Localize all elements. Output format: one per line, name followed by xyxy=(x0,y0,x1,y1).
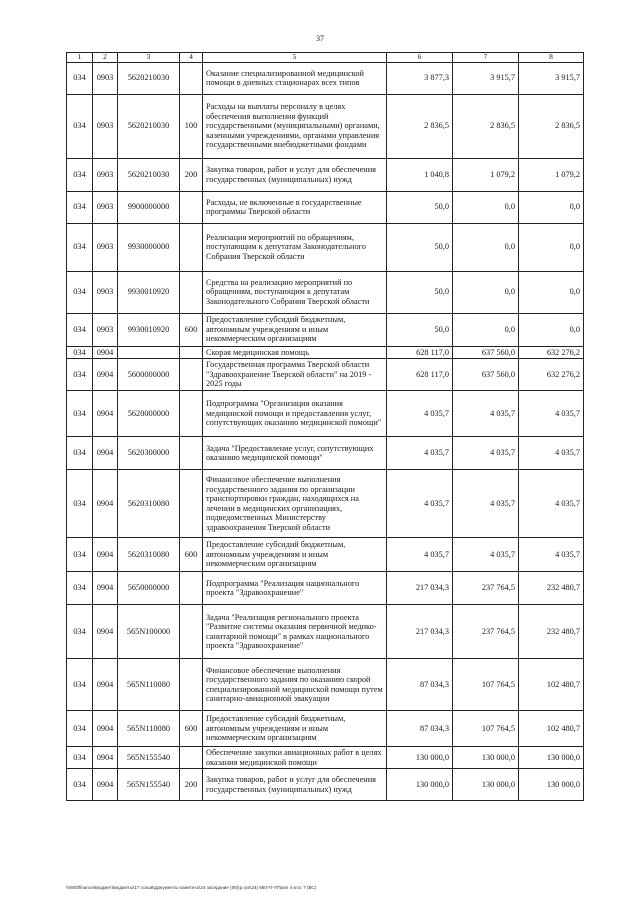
amount-year1-cell: 130 000,0 xyxy=(387,769,453,801)
subsection-code-cell: 0904 xyxy=(93,769,118,801)
expense-type-cell: 600 xyxy=(180,538,203,572)
amount-year2-cell: 637 560,0 xyxy=(453,359,519,391)
section-code-cell: 034 xyxy=(67,158,93,191)
amount-year1-cell: 3 877,3 xyxy=(387,62,453,94)
table-row xyxy=(67,62,584,94)
expense-type-cell xyxy=(180,605,203,659)
column-header: 6 xyxy=(387,53,453,63)
target-article-cell: 5620210030 xyxy=(118,94,180,158)
table-row xyxy=(67,538,584,572)
amount-year2-cell: 4 035,7 xyxy=(453,437,519,470)
subsection-code-cell: 0903 xyxy=(93,223,118,271)
amount-year2-cell: 237 764,5 xyxy=(453,605,519,659)
target-article-cell: 565N110080 xyxy=(118,711,180,747)
section-code-cell: 034 xyxy=(67,391,93,437)
item-name-cell: Расходы на выплаты персоналу в целях обеспечения выполнения функций государственными (муниципальными) органами, казенными учреждениями, органами управления государственными внебюджетными фондами xyxy=(203,94,387,158)
subsection-code-cell: 0904 xyxy=(93,346,118,359)
table-row xyxy=(67,437,584,470)
section-code-cell: 034 xyxy=(67,271,93,313)
subsection-code-cell: 0904 xyxy=(93,711,118,747)
expense-type-cell xyxy=(180,62,203,94)
amount-year2-cell: 3 915,7 xyxy=(453,62,519,94)
table-row xyxy=(67,359,584,391)
expense-type-cell xyxy=(180,391,203,437)
table-row xyxy=(67,313,584,346)
subsection-code-cell: 0903 xyxy=(93,191,118,223)
amount-year3-cell: 102 480,7 xyxy=(519,659,584,711)
amount-year2-cell: 0,0 xyxy=(453,271,519,313)
target-article-cell: 565N155540 xyxy=(118,747,180,769)
amount-year3-cell: 4 035,7 xyxy=(519,470,584,538)
expense-type-cell: 200 xyxy=(180,158,203,191)
expense-type-cell: 600 xyxy=(180,711,203,747)
amount-year2-cell: 0,0 xyxy=(453,223,519,271)
amount-year3-cell: 232 480,7 xyxy=(519,572,584,605)
table-row xyxy=(67,94,584,158)
item-name-cell: Финансовое обеспечение выполнения государственного задания по организации транспортировки граждан, находящихся на лечении в медицинских организациях, подведомственных Министерству здравоохранения Тверской области xyxy=(203,470,387,538)
table-row xyxy=(67,659,584,711)
column-header: 8 xyxy=(519,53,584,63)
amount-year2-cell: 4 035,7 xyxy=(453,538,519,572)
column-header: 1 xyxy=(67,53,93,63)
amount-year3-cell: 3 915,7 xyxy=(519,62,584,94)
table-row xyxy=(67,470,584,538)
item-name-cell: Обеспечение закупки авиационных работ в целях оказания медицинской помощи xyxy=(203,747,387,769)
subsection-code-cell: 0903 xyxy=(93,313,118,346)
subsection-code-cell: 0904 xyxy=(93,572,118,605)
item-name-cell: Средства на реализацию мероприятий по обращениям, поступающим к депутатам Законодательного Собрания Тверской области xyxy=(203,271,387,313)
amount-year2-cell: 237 764,5 xyxy=(453,572,519,605)
section-code-cell: 034 xyxy=(67,747,93,769)
expense-type-cell xyxy=(180,271,203,313)
amount-year1-cell: 4 035,7 xyxy=(387,470,453,538)
target-article-cell xyxy=(118,346,180,359)
amount-year1-cell: 1 040,8 xyxy=(387,158,453,191)
table-row xyxy=(67,158,584,191)
item-name-cell: Государственная программа Тверской области "Здравоохранение Тверской области" на 2019 - 2025 годы xyxy=(203,359,387,391)
amount-year3-cell: 1 079,2 xyxy=(519,158,584,191)
section-code-cell: 034 xyxy=(67,769,93,801)
amount-year3-cell: 0,0 xyxy=(519,313,584,346)
subsection-code-cell: 0903 xyxy=(93,94,118,158)
item-name-cell: Реализация мероприятий по обращениям, поступающим к депутатам Законодательного Собрания Тверской области xyxy=(203,223,387,271)
expense-type-cell: 600 xyxy=(180,313,203,346)
page-number: 37 xyxy=(316,34,324,43)
subsection-code-cell: 0904 xyxy=(93,747,118,769)
expense-type-cell xyxy=(180,437,203,470)
column-number-row xyxy=(67,53,584,63)
subsection-code-cell: 0904 xyxy=(93,605,118,659)
section-code-cell: 034 xyxy=(67,94,93,158)
amount-year2-cell: 4 035,7 xyxy=(453,470,519,538)
target-article-cell: 9900000000 xyxy=(118,191,180,223)
amount-year2-cell: 130 000,0 xyxy=(453,769,519,801)
file-path-footer: \\r600\finance\Бюджет\Бюджеты\17 созыв\Документы комитета\24 заседание (06)\р.грп\24) 660-П-7\Прил 4 кгос 7 (ВС) xyxy=(66,885,317,890)
expense-type-cell xyxy=(180,747,203,769)
expense-type-cell xyxy=(180,572,203,605)
amount-year1-cell: 2 836,5 xyxy=(387,94,453,158)
amount-year2-cell: 637 560,0 xyxy=(453,346,519,359)
amount-year2-cell: 107 764,5 xyxy=(453,659,519,711)
column-header: 4 xyxy=(180,53,203,63)
section-code-cell: 034 xyxy=(67,572,93,605)
subsection-code-cell: 0903 xyxy=(93,62,118,94)
amount-year3-cell: 130 000,0 xyxy=(519,747,584,769)
expense-type-cell xyxy=(180,359,203,391)
item-name-cell: Подпрограмма "Организация оказания медицинской помощи и предоставления услуг, сопутствующих оказанию медицинской помощи" xyxy=(203,391,387,437)
amount-year3-cell: 0,0 xyxy=(519,271,584,313)
target-article-cell: 5620210030 xyxy=(118,158,180,191)
section-code-cell: 034 xyxy=(67,359,93,391)
section-code-cell: 034 xyxy=(67,659,93,711)
amount-year3-cell: 632 276,2 xyxy=(519,359,584,391)
section-code-cell: 034 xyxy=(67,313,93,346)
expense-type-cell xyxy=(180,191,203,223)
item-name-cell: Закупка товаров, работ и услуг для обеспечения государственных (муниципальных) нужд xyxy=(203,158,387,191)
budget-table xyxy=(66,52,584,801)
item-name-cell: Скорая медицинская помощь xyxy=(203,346,387,359)
item-name-cell: Закупка товаров, работ и услуг для обеспечения государственных (муниципальных) нужд xyxy=(203,769,387,801)
amount-year3-cell: 130 000,0 xyxy=(519,769,584,801)
amount-year3-cell: 2 836,5 xyxy=(519,94,584,158)
section-code-cell: 034 xyxy=(67,191,93,223)
target-article-cell: 5620310080 xyxy=(118,470,180,538)
subsection-code-cell: 0903 xyxy=(93,158,118,191)
subsection-code-cell: 0904 xyxy=(93,659,118,711)
column-header: 7 xyxy=(453,53,519,63)
item-name-cell: Оказание специализированной медицинской помощи в дневных стационарах всех типов xyxy=(203,62,387,94)
target-article-cell: 9930010920 xyxy=(118,271,180,313)
amount-year1-cell: 87 034,3 xyxy=(387,659,453,711)
item-name-cell: Предоставление субсидий бюджетным, автономным учреждениям и иным некоммерческим организациям xyxy=(203,538,387,572)
table-row xyxy=(67,223,584,271)
amount-year1-cell: 217 034,3 xyxy=(387,572,453,605)
amount-year3-cell: 4 035,7 xyxy=(519,437,584,470)
expense-type-cell: 100 xyxy=(180,94,203,158)
target-article-cell: 5620000000 xyxy=(118,391,180,437)
table-row xyxy=(67,769,584,801)
table-row xyxy=(67,747,584,769)
amount-year3-cell: 102 480,7 xyxy=(519,711,584,747)
target-article-cell: 9930000000 xyxy=(118,223,180,271)
amount-year2-cell: 130 000,0 xyxy=(453,747,519,769)
amount-year3-cell: 0,0 xyxy=(519,223,584,271)
amount-year3-cell: 4 035,7 xyxy=(519,391,584,437)
item-name-cell: Предоставление субсидий бюджетным, автономным учреждениям и иным некоммерческим организациям xyxy=(203,313,387,346)
section-code-cell: 034 xyxy=(67,605,93,659)
amount-year1-cell: 628 117,0 xyxy=(387,359,453,391)
section-code-cell: 034 xyxy=(67,62,93,94)
amount-year1-cell: 50,0 xyxy=(387,223,453,271)
target-article-cell: 5620210030 xyxy=(118,62,180,94)
subsection-code-cell: 0904 xyxy=(93,391,118,437)
table-row xyxy=(67,391,584,437)
table-row xyxy=(67,271,584,313)
amount-year2-cell: 2 836,5 xyxy=(453,94,519,158)
item-name-cell: Предоставление субсидий бюджетным, автономным учреждениям и иным некоммерческим организациям xyxy=(203,711,387,747)
amount-year3-cell: 232 480,7 xyxy=(519,605,584,659)
item-name-cell: Расходы, не включенные в государственные программы Тверской области xyxy=(203,191,387,223)
subsection-code-cell: 0904 xyxy=(93,437,118,470)
expense-type-cell: 200 xyxy=(180,769,203,801)
item-name-cell: Задача "Предоставление услуг, сопутствующих оказанию медицинской помощи" xyxy=(203,437,387,470)
subsection-code-cell: 0904 xyxy=(93,538,118,572)
amount-year1-cell: 217 034,3 xyxy=(387,605,453,659)
target-article-cell: 565N100000 xyxy=(118,605,180,659)
amount-year2-cell: 107 764,5 xyxy=(453,711,519,747)
amount-year3-cell: 0,0 xyxy=(519,191,584,223)
subsection-code-cell: 0904 xyxy=(93,359,118,391)
amount-year1-cell: 130 000,0 xyxy=(387,747,453,769)
item-name-cell: Подпрограмма "Реализация национального проекта "Здравоохранение" xyxy=(203,572,387,605)
expense-type-cell xyxy=(180,470,203,538)
target-article-cell: 5620300000 xyxy=(118,437,180,470)
subsection-code-cell: 0903 xyxy=(93,271,118,313)
target-article-cell: 5620310080 xyxy=(118,538,180,572)
section-code-cell: 034 xyxy=(67,711,93,747)
amount-year1-cell: 50,0 xyxy=(387,313,453,346)
amount-year1-cell: 50,0 xyxy=(387,271,453,313)
amount-year2-cell: 1 079,2 xyxy=(453,158,519,191)
amount-year2-cell: 4 035,7 xyxy=(453,391,519,437)
section-code-cell: 034 xyxy=(67,470,93,538)
expense-type-cell xyxy=(180,659,203,711)
section-code-cell: 034 xyxy=(67,346,93,359)
amount-year1-cell: 4 035,7 xyxy=(387,538,453,572)
column-header: 2 xyxy=(93,53,118,63)
amount-year1-cell: 87 034,3 xyxy=(387,711,453,747)
amount-year2-cell: 0,0 xyxy=(453,313,519,346)
section-code-cell: 034 xyxy=(67,437,93,470)
amount-year1-cell: 628 117,0 xyxy=(387,346,453,359)
amount-year1-cell: 4 035,7 xyxy=(387,437,453,470)
expense-type-cell xyxy=(180,346,203,359)
section-code-cell: 034 xyxy=(67,223,93,271)
amount-year1-cell: 50,0 xyxy=(387,191,453,223)
expense-type-cell xyxy=(180,223,203,271)
table-row xyxy=(67,346,584,359)
section-code-cell: 034 xyxy=(67,538,93,572)
target-article-cell: 565N110080 xyxy=(118,659,180,711)
target-article-cell: 5650000000 xyxy=(118,572,180,605)
table-row xyxy=(67,711,584,747)
item-name-cell: Финансовое обеспечение выполнения государственного задания по оказанию скорой специализированной медицинской помощи путем санитарно-авиационной эвакуации xyxy=(203,659,387,711)
amount-year3-cell: 4 035,7 xyxy=(519,538,584,572)
target-article-cell: 9930010920 xyxy=(118,313,180,346)
target-article-cell: 5600000000 xyxy=(118,359,180,391)
amount-year3-cell: 632 276,2 xyxy=(519,346,584,359)
column-header: 3 xyxy=(118,53,180,63)
table-row xyxy=(67,572,584,605)
target-article-cell: 565N155540 xyxy=(118,769,180,801)
item-name-cell: Задача "Реализация регионального проекта "Развитие системы оказания первичной медико-санитарной помощи" в рамках национального проекта "Здравоохранение" xyxy=(203,605,387,659)
table-row xyxy=(67,605,584,659)
amount-year2-cell: 0,0 xyxy=(453,191,519,223)
subsection-code-cell: 0904 xyxy=(93,470,118,538)
table-row xyxy=(67,191,584,223)
column-header: 5 xyxy=(203,53,387,63)
amount-year1-cell: 4 035,7 xyxy=(387,391,453,437)
